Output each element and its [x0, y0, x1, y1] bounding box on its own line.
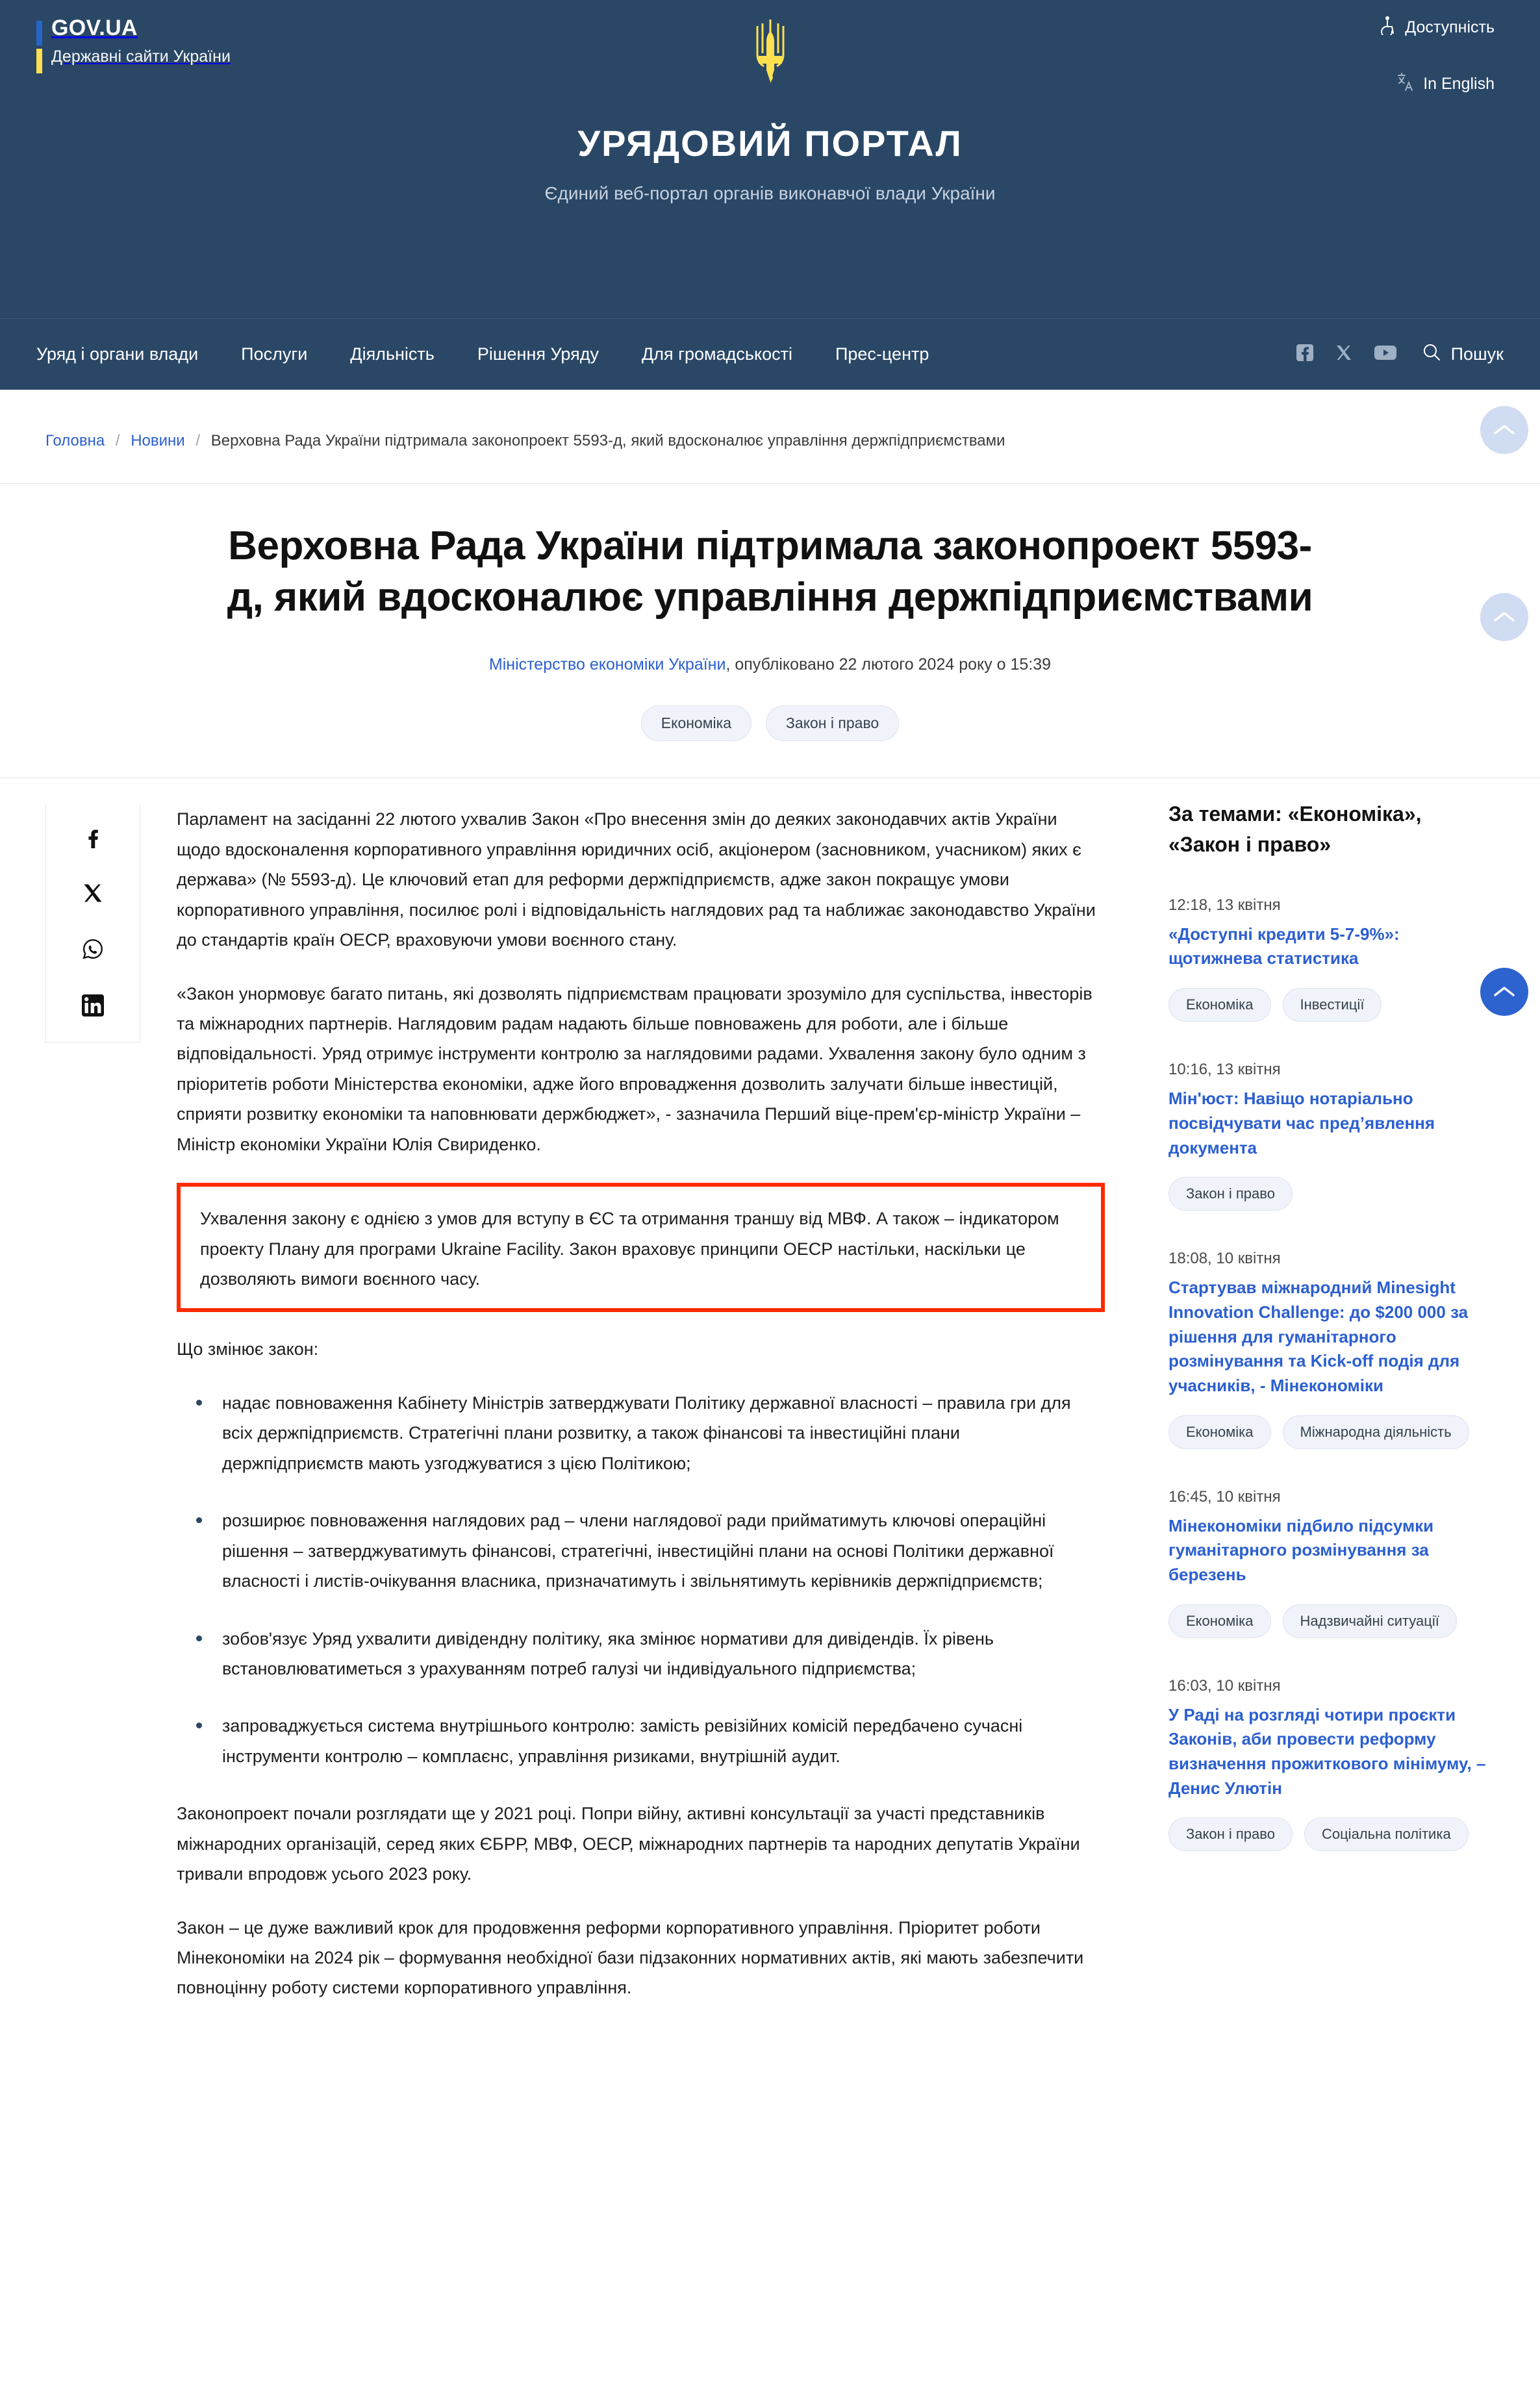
- news-tags: [1168, 1604, 1495, 1638]
- language-switch-label: In English: [1423, 75, 1495, 93]
- nav-item-activity[interactable]: Діяльність: [350, 344, 435, 364]
- news-timestamp: 16:45, 10 квітня: [1168, 1487, 1281, 1506]
- news-title-link[interactable]: У Раді на розгляді чотири проєкти Законів, аби провести реформу визначення прожиткового мінімуму, – Денис Улютін: [1168, 1704, 1486, 1798]
- language-switch-link[interactable]: [1397, 72, 1495, 96]
- news-tag[interactable]: Інвестиції: [1283, 988, 1382, 1022]
- article-source-link[interactable]: Міністерство економіки України: [488, 655, 726, 674]
- news-timestamp: 10:16, 13 квітня: [1168, 1061, 1281, 1079]
- article-meta: [221, 655, 1319, 674]
- list-item: [1168, 1061, 1495, 1211]
- sidebar-heading: За темами: «Економіка», «Закон і право»: [1168, 802, 1422, 857]
- article-paragraph-1: Парламент на засіданні 22 лютого ухвалив Закон «Про внесення змін до деяких законодавчих актів України щодо вдосконалення корпоративного управління юридичних осіб, акціонером (засновником, учасником) яких є держава» (№ 5593-д). Це ключовий етап для реформи держпідприємств, адже закон покращує умови корпоративного управління, посилює ролі і відповідальність наглядових рад та наближає законодавство України до стандартів країн ОЕСР, враховуючи умови воєнного стану.: [177, 809, 1096, 950]
- portal-title: УРЯДОВИЙ ПОРТАЛ: [577, 123, 963, 164]
- nav-item-government[interactable]: Уряд і органи влади: [36, 344, 199, 364]
- list-item: [1168, 896, 1495, 1022]
- news-title-link[interactable]: Стартував міжнародний Minesight Innovation Challenge: до $200 000 за рішення для гуманітарного розмінування та Kick-off подія для учасників, - Мінекономіки: [1168, 1278, 1469, 1395]
- social-links: [1296, 344, 1396, 364]
- news-tags: [1168, 988, 1495, 1022]
- article-paragraph-3: Законопроект почали розглядати ще у 2021 році. Попри війну, активні консультації за участі представників міжнародних організацій, серед яких ЄБРР, МВФ, ОЕСР, міжнародних партнерів та народних депутатів України тривали впродовж усього 2023 року.: [177, 1804, 1080, 1884]
- news-tag[interactable]: Економіка: [1168, 988, 1271, 1022]
- list-item: надає повноваження Кабінету Міністрів затверджувати Політику державної власності – правила гри для всіх держпідприємств. Стратегічні плани розвитку, а також фінансові та інвестиційні плани держпідприємств мають узгоджуватися з цією Політикою;: [177, 1388, 1105, 1478]
- nav-item-public[interactable]: Для громадськості: [642, 344, 792, 364]
- news-timestamp: 18:08, 10 квітня: [1168, 1250, 1281, 1268]
- x-twitter-share-icon[interactable]: [82, 883, 103, 907]
- article-tag-economy[interactable]: Економіка: [641, 705, 751, 741]
- search-label: Пошук: [1450, 344, 1504, 364]
- gov-ua-logo-subtitle: Державні сайти України: [51, 47, 231, 66]
- news-timestamp: 12:18, 13 квітня: [1168, 896, 1281, 914]
- list-lead-in: Що змінює закон:: [177, 1339, 319, 1359]
- linkedin-share-icon[interactable]: [82, 994, 104, 1020]
- content-area: [0, 778, 1540, 2027]
- share-box: [45, 804, 140, 1042]
- nav-item-decisions[interactable]: Рішення Уряду: [477, 344, 600, 364]
- news-tag[interactable]: Економіка: [1168, 1415, 1271, 1449]
- whatsapp-share-icon[interactable]: [82, 938, 104, 963]
- search-button[interactable]: [1422, 343, 1504, 366]
- list-item: зобов'язує Уряд ухвалити дивідендну політику, яка змінює нормативи для дивідендів. Їх рівень встановлюватиметься з урахуванням потреб галузі чи індивідуального підприємства;: [177, 1624, 1105, 1684]
- breadcrumb-bar: [0, 390, 1540, 484]
- gov-ua-logo[interactable]: [36, 17, 231, 73]
- nav-item-services[interactable]: Послуги: [241, 344, 308, 364]
- youtube-icon[interactable]: [1374, 344, 1396, 364]
- article-tag-law[interactable]: Закон і право: [766, 705, 899, 741]
- gov-ua-logo-title: GOV.UA: [51, 16, 138, 40]
- highlighted-callout: [177, 1183, 1105, 1312]
- article-tags: [221, 705, 1319, 741]
- facebook-icon[interactable]: [1296, 344, 1313, 364]
- portal-titles: [0, 123, 1540, 204]
- facebook-share-icon[interactable]: [82, 826, 104, 852]
- news-tags: [1168, 1817, 1495, 1851]
- list-item: запроваджується система внутрішнього контролю: замість ревізійних комісій передбачено сучасні інструменти контролю – комплаєнс, управління ризиками, внутрішній аудит.: [177, 1711, 1105, 1771]
- news-tag[interactable]: Закон і право: [1168, 1817, 1293, 1851]
- news-timestamp: 16:03, 10 квітня: [1168, 1676, 1281, 1695]
- wheelchair-icon: [1379, 16, 1396, 40]
- site-header: [0, 0, 1540, 318]
- related-news-sidebar: [1144, 778, 1495, 1890]
- news-tag[interactable]: Міжнародна діяльність: [1283, 1415, 1469, 1449]
- header-utility-links: [1379, 16, 1495, 96]
- news-tag[interactable]: Соціальна політика: [1304, 1817, 1469, 1851]
- news-title-link[interactable]: Мінекономіки підбило підсумки гуманітарного розмінування за березень: [1168, 1515, 1434, 1584]
- news-tags: [1168, 1415, 1495, 1449]
- list-item: розширює повноваження наглядових рад – члени наглядової ради прийматимуть ключові операційні рішення – затверджуватимуть фінансові, стратегічні, інвестиційні плани на основі Політики державної власності і листів-очікування власника, призначатимуть і звільнятимуть керівників держпідприємств;: [177, 1506, 1105, 1596]
- ukraine-trident-emblem-icon: [748, 16, 792, 87]
- news-tag[interactable]: Надзвичайні ситуації: [1283, 1604, 1457, 1638]
- changes-list: [177, 1388, 1105, 1771]
- breadcrumb-separator-2: /: [196, 432, 201, 449]
- news-tag[interactable]: Економіка: [1168, 1604, 1271, 1638]
- article-paragraph-2: «Закон унормовує багато питань, які дозволять підприємствам працювати зрозуміло для суспільства, інвесторів та міжнародних партнерів. Наглядовим радам надають більше повноважень для роботи, але і більше відповідальності. Уряд отримує інструменти контролю за наглядовими радами. Ухвалення закону було одним з пріоритетів роботи Міністерства економіки, адже його впровадження дозволить залучати більше інвестицій, сприяти розвитку економіки та наповнювати держбюджет», - зазначила Перший віце-прем'єр-міністр України – Міністр економіки України Юлія Свириденко.: [177, 983, 1092, 1154]
- scroll-to-top-button[interactable]: [1480, 406, 1528, 454]
- list-item: [1168, 1677, 1495, 1852]
- breadcrumb-current: Верховна Рада України підтримала законопроект 5593-д, який вдосконалює управління держпідприємствами: [210, 432, 1005, 449]
- article-header: [0, 484, 1540, 779]
- breadcrumb: [0, 390, 1540, 483]
- breadcrumb-news[interactable]: Новини: [131, 432, 185, 449]
- portal-subtitle: Єдиний веб-портал органів виконавчої влади України: [544, 183, 996, 203]
- x-twitter-icon[interactable]: [1335, 344, 1352, 364]
- accessibility-link[interactable]: [1379, 16, 1495, 40]
- search-icon: [1422, 343, 1441, 366]
- highlight-text: Ухвалення закону є однією з умов для вступу в ЄС та отримання траншу від МВФ. А також – індикатором проекту Плану для програми Ukraine Facility. Закон враховує принципи ОЕСР настільки, наскільки це дозволяють вимоги воєнного часу.: [200, 1209, 1059, 1289]
- news-title-link[interactable]: «Доступні кредити 5-7-9%»: щотижнева статистика: [1168, 924, 1400, 968]
- nav-items: [36, 344, 929, 364]
- breadcrumb-separator: /: [115, 432, 120, 449]
- news-title-link[interactable]: Мін'юст: Навіщо нотаріально посвідчувати час пред’явлення документа: [1168, 1089, 1435, 1157]
- list-item: [1168, 1250, 1495, 1448]
- flag-bars-icon: [36, 21, 42, 73]
- article-body: [140, 778, 1144, 2027]
- nav-item-press-center[interactable]: Прес-центр: [835, 344, 929, 364]
- share-rail: [45, 778, 140, 1042]
- accessibility-label: Доступність: [1405, 18, 1495, 36]
- list-item: [1168, 1488, 1495, 1638]
- article-publish-info: , опубліковано 22 лютого 2024 року о 15:39: [726, 655, 1052, 674]
- news-tag[interactable]: Закон і право: [1168, 1177, 1293, 1211]
- nav-right-tools: [1296, 343, 1504, 366]
- main-navigation: [0, 318, 1540, 390]
- page-title: Верховна Рада України підтримала законопроект 5593-д, який вдосконалює управління держпідприємствами: [227, 523, 1313, 620]
- breadcrumb-home[interactable]: Головна: [45, 432, 105, 449]
- scroll-to-top-button[interactable]: [1480, 593, 1528, 641]
- news-tags: [1168, 1177, 1495, 1211]
- scroll-to-top-button[interactable]: [1480, 968, 1528, 1016]
- article-paragraph-4: Закон – це дуже важливий крок для продовження реформи корпоративного управління. Пріоритет роботи Мінекономіки на 2024 рік – формування необхідної бази підзаконних нормативних актів, які мають забезпечити повноцінну роботу системи корпоративного управління.: [177, 1917, 1084, 1998]
- translate-icon: [1397, 72, 1414, 96]
